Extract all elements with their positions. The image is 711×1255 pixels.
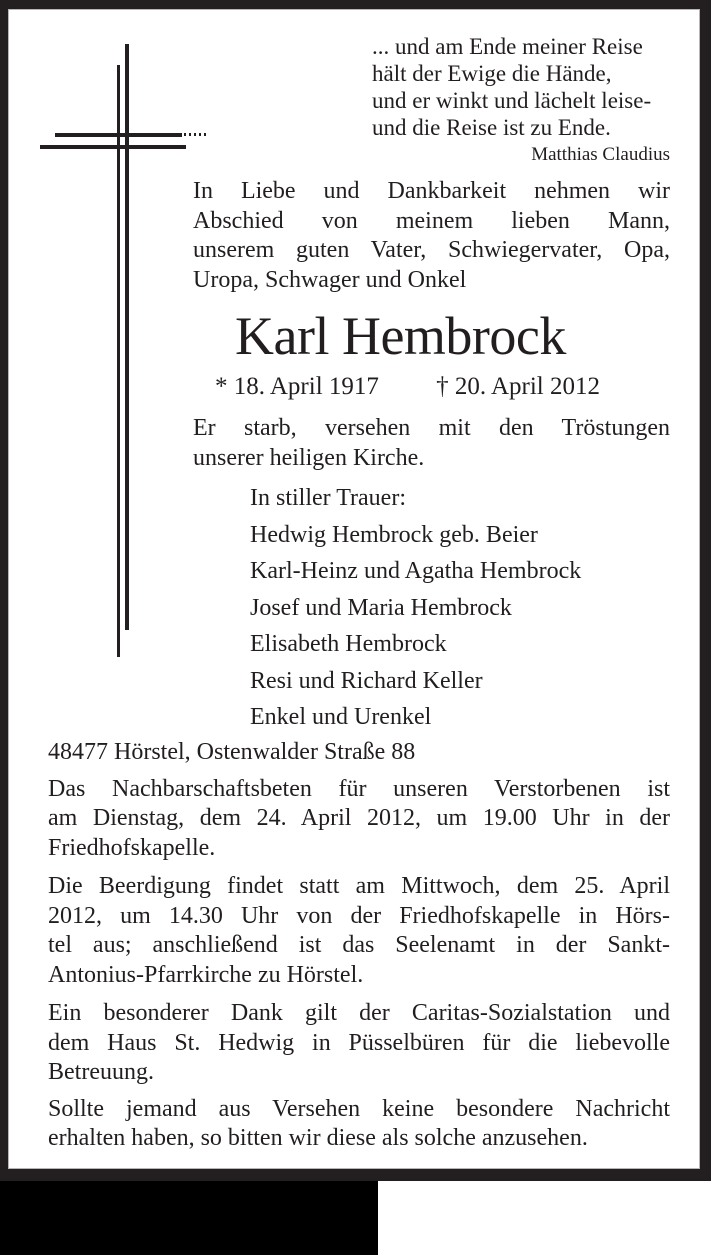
intro-paragraph [193, 177, 670, 295]
funeral-line: Die Beerdigung findet statt am Mittwoch, dem 25. April [48, 873, 670, 899]
mourner-name: Josef und Maria Hembrock [250, 594, 512, 621]
obituary-content [8, 33, 700, 1154]
footer-strip [0, 1181, 711, 1255]
prayer-line: Das Nachbarschaftsbeten für unseren Verstorbenen ist [48, 775, 670, 802]
mourner-name: Elisabeth Hembrock [250, 631, 447, 657]
prayer-line: Friedhofskapelle. [48, 834, 216, 861]
mourner-name: Enkel und Urenkel [250, 704, 432, 730]
poem-line: und er winkt und lächelt leise- [372, 88, 652, 113]
deceased-name: Karl Hembrock [235, 306, 566, 366]
thanks-line: Betreuung. [48, 1059, 154, 1085]
life-dates [215, 373, 600, 401]
poem-attribution: Matthias Claudius [531, 144, 670, 165]
intro-line: Abschied von meinem lieben Mann, [193, 207, 670, 234]
death-note-paragraph [193, 414, 670, 473]
intro-line: In Liebe und Dankbarkeit nehmen wir [193, 178, 670, 204]
prayer-paragraph [48, 775, 670, 864]
poem-line: hält der Ewige die Hände, [372, 61, 612, 86]
death-note-line: Er starb, versehen mit den Tröstungen [193, 415, 670, 441]
poem-line: ... und am Ende meiner Reise [372, 34, 643, 59]
mourner-name: Karl-Heinz und Agatha Hembrock [250, 558, 582, 584]
funeral-line: tel aus; anschließend ist das Seelenamt in der Sankt- [48, 932, 670, 958]
thanks-line: dem Haus St. Hedwig in Püsselbüren für die liebevolle [48, 1029, 670, 1056]
funeral-line: 2012, um 14.30 Uhr von der Friedhofskapelle in Hörs- [48, 902, 670, 929]
final-note-line: erhalten haben, so bitten wir diese als solche anzusehen. [48, 1125, 588, 1151]
prayer-line: am Dienstag, dem 24. April 2012, um 19.00 Uhr in der [48, 805, 670, 831]
mourner-name: Resi und Richard Keller [250, 667, 483, 694]
memorial-poem [372, 33, 670, 167]
mourning-header: In stiller Trauer: [250, 485, 406, 511]
poem-line: und die Reise ist zu Ende. [372, 115, 611, 140]
birth-date: * 18. April 1917 [215, 373, 379, 400]
intro-line: Uropa, Schwager und Onkel [193, 266, 467, 293]
censor-block [0, 1181, 378, 1255]
death-date: † 20. April 2012 [436, 373, 600, 400]
funeral-paragraph [48, 872, 670, 990]
address-line: 48477 Hörstel, Ostenwalder Straße 88 [48, 738, 416, 765]
thanks-paragraph [48, 999, 670, 1088]
death-note-line: unserer heiligen Kirche. [193, 444, 425, 471]
mourners-block [250, 480, 700, 736]
thanks-line: Ein besonderer Dank gilt der Caritas-Sozialstation und [48, 1000, 670, 1026]
intro-line: unserem guten Vater, Schwiegervater, Opa, [193, 237, 670, 263]
final-note-paragraph [48, 1095, 670, 1154]
final-note-line: Sollte jemand aus Versehen keine besondere Nachricht [48, 1095, 670, 1122]
mourner-name: Hedwig Hembrock geb. Beier [250, 521, 538, 548]
funeral-line: Antonius-Pfarrkirche zu Hörstel. [48, 961, 364, 988]
